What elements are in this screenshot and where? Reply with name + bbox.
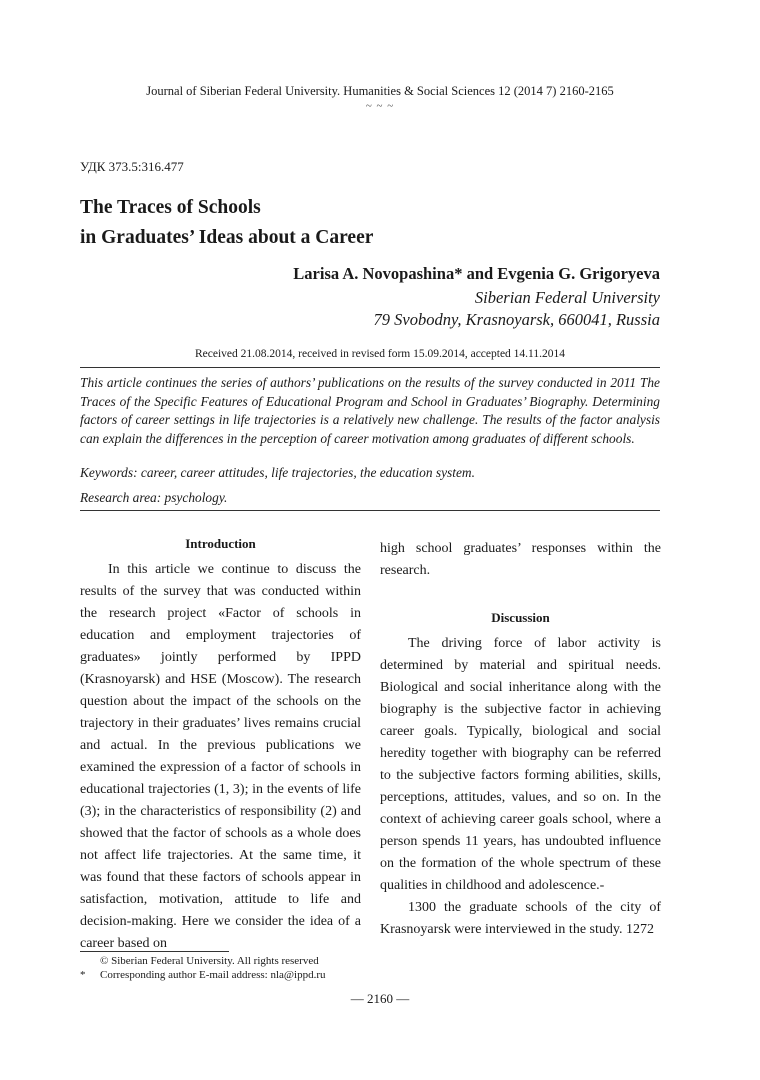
abstract-bottom-rule (80, 510, 660, 511)
discussion-paragraph-1: The driving force of labor activity is determined by material and spiritual needs. Biological and social inheritance along with the biography is the subjective factor in achieving career goals. Typically, biological and social heredity together with biography can be referred to the subjective factors forming abilities, skills, perceptions, attitudes, values, and so on. In the context of achieving career goals school, where a person spends 11 years, has undoubted influence on the formation of the whole spectrum of these qualities in childhood and adolescence.- (380, 636, 661, 893)
title-line-2: in Graduates’ Ideas about a Career (80, 227, 374, 248)
asterisk-mark: * (80, 969, 86, 981)
corresponding-text: Corresponding author E-mail address: nla@ippd.ru (100, 969, 326, 981)
address: 79 Svobodny, Krasnoyarsk, 660041, Russia (373, 310, 660, 329)
introduction-heading: Introduction (185, 536, 256, 551)
page-number: — 2160 — (350, 991, 410, 1006)
footnote-rule (80, 951, 229, 952)
affiliation (374, 287, 660, 331)
journal-header: Journal of Siberian Federal University. Humanities & Social Sciences 12 (2014 7) 2160-2165 (146, 84, 614, 98)
received-dates: Received 21.08.2014, received in revised form 15.09.2014, accepted 14.11.2014 (194, 348, 566, 360)
keywords: Keywords: career, career attitudes, life trajectories, the education system. (80, 465, 475, 480)
introduction-continued: high school graduates’ responses within the research. (380, 541, 661, 578)
article-title (80, 193, 373, 253)
introduction-paragraph: In this article we continue to discuss the results of the survey that was conducted within the research project «Factor of schools in education and employment trajectories of graduates» jointly performed by IPPD (Krasnoyarsk) and HSE (Moscow). The research question about the impact of the schools on the trajectory in their graduates’ lives remains crucial and actual. In the previous publications we examined the expression of a factor of schools in educational trajectories (1, 3); in the events of life (3); in the characteristics of responsibility (2) and showed that the factor of schools as a whole does not affect life trajectories. At the same time, it was found that these factors of schools appear in satisfaction, motivation, attitude to life and decision-making. Here we consider the idea of a career based on (80, 562, 361, 951)
authors: Larisa A. Novopashina* and Evgenia G. Grigoryeva (293, 264, 660, 283)
left-column (80, 533, 361, 955)
discussion-heading: Discussion (491, 610, 550, 625)
discussion-paragraph-2: 1300 the graduate schools of the city of Krasnoyarsk were interviewed in the study. 1272 (380, 900, 661, 937)
abstract-top-rule (80, 367, 660, 368)
footnotes (80, 954, 326, 982)
corresponding-footnote (80, 968, 326, 982)
institution: Siberian Federal University (474, 288, 660, 307)
copyright-footnote (80, 954, 326, 968)
udk-code: УДК 373.5:316.477 (80, 159, 184, 174)
research-area: Research area: psychology. (80, 490, 228, 505)
right-column (380, 538, 661, 941)
abstract: This article continues the series of authors’ publications on the results of the survey conducted in 2011 The Traces of the Specific Features of Educational Program and School in Graduates’ Biography. Determining factors of career settings in life trajectories is a relatively new challenge. The results of the factor analysis can explain the differences in the perception of career motivation among graduates of different schools. (80, 375, 660, 446)
title-line-1: The Traces of Schools (80, 197, 261, 218)
copyright-text: © Siberian Federal University. All rights reserved (100, 955, 319, 967)
header-ornament: ~ ~ ~ (365, 100, 395, 112)
